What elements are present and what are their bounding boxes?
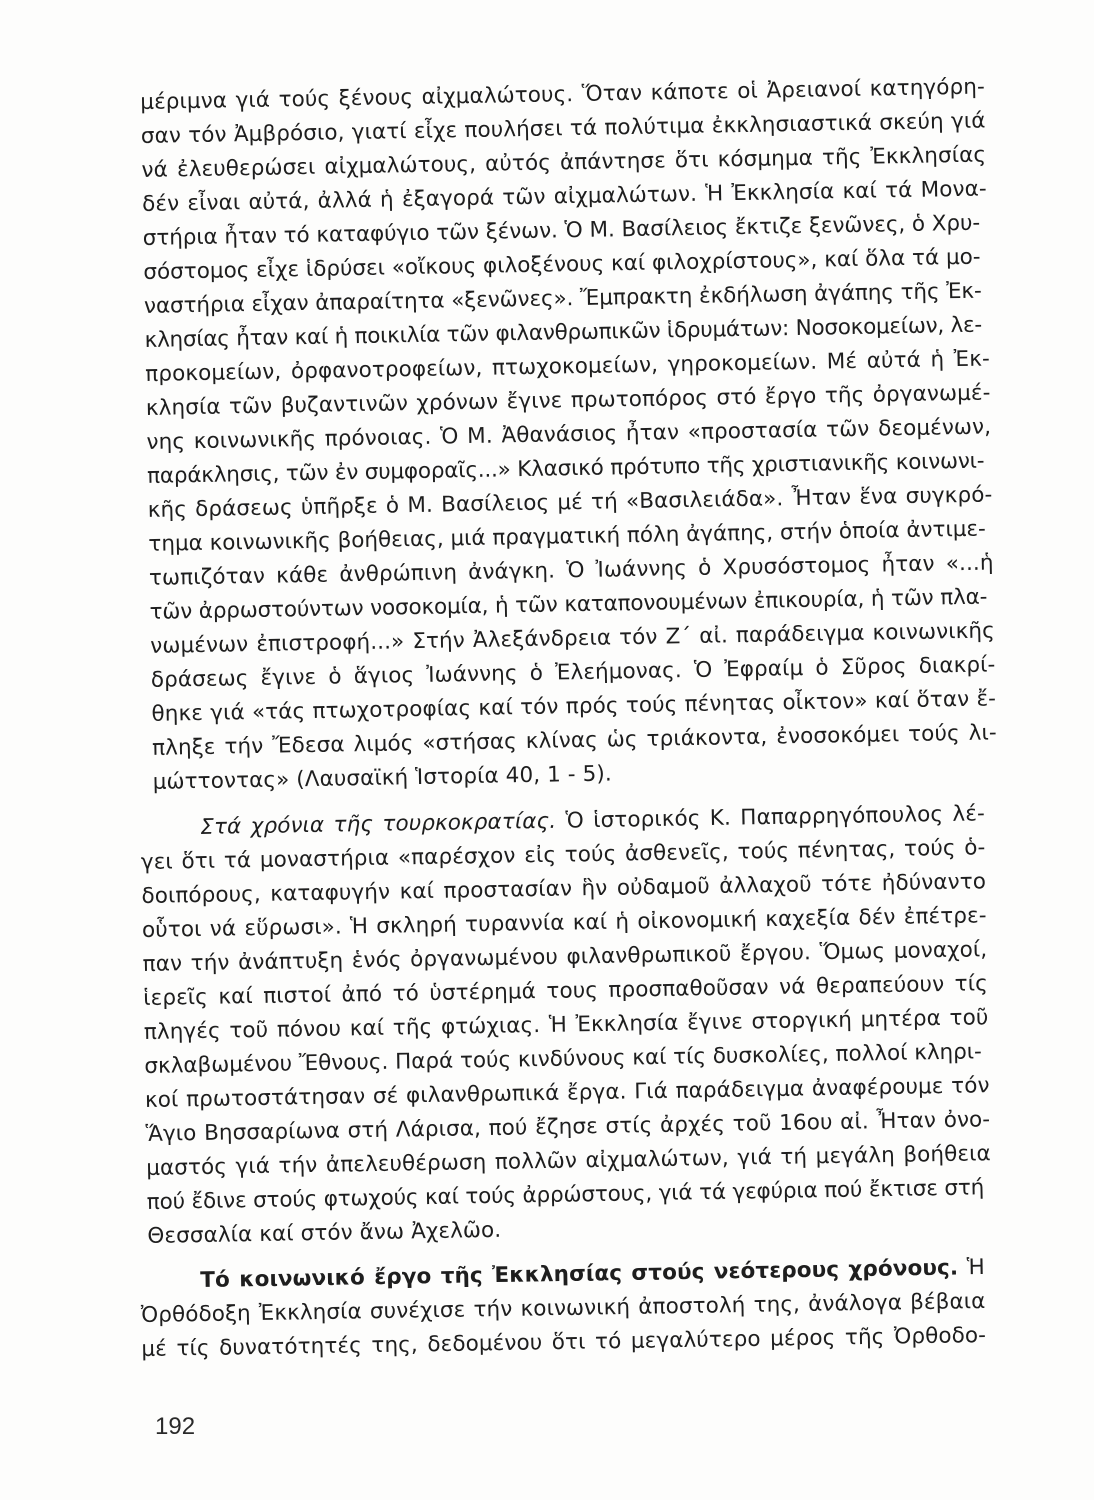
paragraph-line: σκλαβωμένου Ἔθνους. Παρά τούς κινδύνους καί τίς δυσκολίες, πολλοί κληρι- <box>144 1039 983 1079</box>
paragraph-line: κῆς δράσεως ὑπῆρξε ὁ Μ. Βασίλειος μέ τή «Βασιλειάδα». Ἦταν ἕνα συγκρό- <box>147 482 993 523</box>
paragraph-line: τημα κοινωνικῆς βοήθειας, μιά πραγματική πόλη ἀγάπης, στήν ὁποία ἀντιμε- <box>148 516 986 557</box>
paragraph-line: ναστήρια εἶχαν ἀπαραίτητα «ξενῶνες». Ἔμπρακτη ἐκδήλωση ἀγάπης τῆς Ἐκ- <box>143 278 982 319</box>
paragraph-line: δοιπόρους, καταφυγήν καί προστασίαν ἣν οὐδαμοῦ ἀλλαχοῦ τότε ἠδύναντο <box>141 869 987 909</box>
paragraph-line: μώττοντας» (Λαυσαϊκή Ἱστορία 40, 1 - 5). <box>152 761 613 795</box>
paragraph-line: σαν τόν Ἀμβρόσιο, γιατί εἶχε πουλήσει τά πολύτιμα ἐκκλησιαστικά σκεύη γιά <box>140 108 986 149</box>
paragraph-line: θηκε γιά «τάς πτωχοτροφίας καί τόν πρός τούς πένητας οἶκτον» καί ὅταν ἔ- <box>151 686 997 727</box>
first-line-text: Ὁ ἱστορικός Κ. Παπαρρηγόπουλος λέ- <box>555 801 986 834</box>
paragraph-line: κλησία τῶν βυζαντινῶν χρόνων ἔγινε πρωτοπόρος στό ἔργο τῆς ὀργανωμέ- <box>145 380 991 421</box>
paragraph-line: κλησίας ἦταν καί ἡ ποικιλία τῶν φιλανθρωπικῶν ἱδρυμάτων: Νοσοκομείων, λε- <box>144 312 983 353</box>
paragraph-line: νά ἐλευθερώσει αἰχμαλώτους, αὐτός ἀπάντησε ὅτι κόσμημα τῆς Ἐκκλησίας <box>141 142 987 183</box>
paragraph-line: μαστός γιά τήν ἀπελευθέρωση πολλῶν αἰχμαλώτων, γιά τή μεγάλη βοήθεια <box>146 1141 991 1181</box>
paragraph-1 <box>140 71 997 795</box>
first-line-text: Ἡ <box>957 1254 986 1281</box>
paragraph-line: στήρια ἦταν τό καταφύγιο τῶν ξένων. Ὁ Μ. Βασίλειος ἔκτιζε ξενῶνες, ὁ Χρυ- <box>142 210 981 251</box>
paragraph-2 <box>140 797 991 1249</box>
section-heading-italic: Στά χρόνια τῆς τουρκοκρατίας. <box>200 808 557 840</box>
paragraph-line: πληγές τοῦ πόνου καί τῆς φτώχιας. Ἡ Ἐκκλησία ἔγινε στοργική μητέρα τοῦ <box>143 1005 989 1045</box>
paragraph-line: παν τήν ἀνάπτυξη ἑνός ὀργανωμένου φιλανθρωπικοῦ ἔργου. Ὅμως μοναχοί, <box>142 937 988 977</box>
paragraph-3 <box>140 1251 987 1362</box>
paragraph-line: πληξε τήν Ἔδεσα λιμός «στήσας κλίνας ὡς τριάκοντα, ἐνοσοκόμει τούς λι- <box>151 720 997 761</box>
paragraph-line: Ὀρθόδοξη Ἐκκλησία συνέχισε τήν κοινωνική ἀποστολή της, ἀνάλογα βέβαια <box>140 1288 986 1328</box>
paragraph-line: προκομείων, ὀρφανοτροφείων, πτωχοκομείων, γηροκομείων. Μέ αὐτά ἡ Ἐκ- <box>145 346 991 387</box>
paragraph-line: σόστομος εἶχε ἱδρύσει «οἴκους φιλοξένους καί φιλοχρίστους», καί ὅλα τά μο- <box>143 244 981 285</box>
paragraph-line: νης κοινωνικῆς πρόνοιας. Ὁ Μ. Ἀθανάσιος ἦταν «προστασία τῶν δεομένων, <box>146 414 992 455</box>
paragraph-line: τωπιζόταν κάθε ἀνθρώπινη ἀνάγκη. Ὁ Ἰωάννης ὁ Χρυσόστομος ἦταν «...ἡ <box>148 550 994 591</box>
paragraph-line: Ἅγιο Βησσαρίωνα στή Λάρισα, πού ἔζησε στίς ἀρχές τοῦ 16ου αἰ. Ἦταν ὀνο- <box>145 1107 991 1147</box>
paragraph-line: ἱερεῖς καί πιστοί ἀπό τό ὑστέρημά τους προσπαθοῦσαν νά θεραπεύουν τίς <box>143 971 989 1011</box>
paragraph-line: δέν εἶναι αὐτά, ἀλλά ἡ ἐξαγορά τῶν αἰχμαλώτων. Ἡ Ἐκκλησία καί τά Μονα- <box>141 176 987 217</box>
paragraph-line: παράκλησις, τῶν ἐν συμφοραῖς...» Κλασικό πρότυπο τῆς χριστιανικῆς κοινωνι- <box>146 448 985 489</box>
paragraph-line: πού ἔδινε στούς φτωχούς καί τούς ἀρρώστους, γιά τά γεφύρια πού ἔκτισε στή <box>146 1175 985 1215</box>
paragraph-line: οὗτοι νά εὕρωσι». Ἡ σκληρή τυραννία καί ἡ οἰκονομική καχεξία δέν ἐπέτρε- <box>141 903 987 943</box>
page-number: 192 <box>155 1413 196 1440</box>
paragraph-line: μέ τίς δυνατότητές της, δεδομένου ὅτι τό μεγαλύτερο μέρος τῆς Ὀρθοδο- <box>141 1322 987 1362</box>
paragraph-line: γει ὅτι τά μοναστήρια «παρέσχον εἰς τούς ἀσθενεῖς, τούς πένητας, τούς ὁ- <box>140 835 986 875</box>
paragraph-line: τῶν ἀρρωστούντων νοσοκομία, ἡ τῶν καταπονουμένων ἐπικουρία, ἡ τῶν πλα- <box>149 584 988 625</box>
paragraph-line: νωμένων ἐπιστροφή...» Στήν Ἀλεξάνδρεια τόν Ζ΄ αἰ. παράδειγμα κοινωνικῆς <box>150 618 996 659</box>
paragraph-line: μέριμνα γιά τούς ξένους αἰχμαλώτους. Ὅταν κάποτε οἱ Ἀρειανοί κατηγόρη- <box>140 74 986 115</box>
section-heading-bold: Τό κοινωνικό ἔργο τῆς Ἐκκλησίας στούς νεότερους χρόνους. <box>200 1255 959 1294</box>
paragraph-line: δράσεως ἔγινε ὁ ἅγιος Ἰωάννης ὁ Ἐλεήμονας. Ὁ Ἐφραίμ ὁ Σῦρος διακρί- <box>150 652 996 693</box>
paragraph-line: Θεσσαλία καί στόν ἄνω Ἀχελῶο. <box>147 1217 502 1249</box>
paragraph-line: κοί πρωτοστάτησαν σέ φιλανθρωπικά ἔργα. Γιά παράδειγμα ἀναφέρουμε τόν <box>144 1073 990 1113</box>
